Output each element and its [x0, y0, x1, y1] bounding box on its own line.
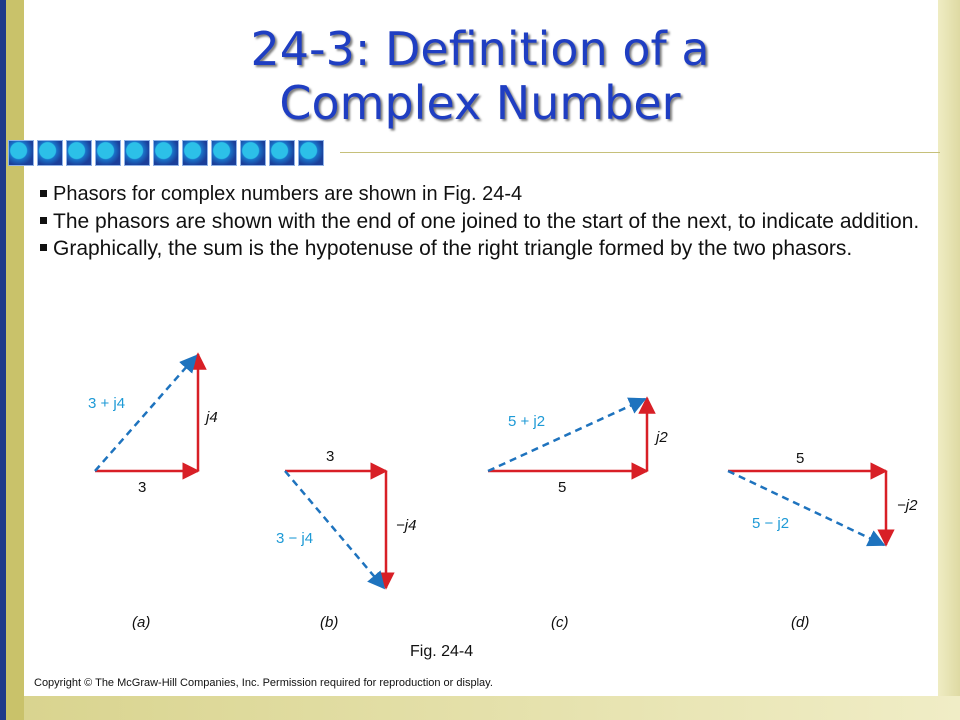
- phasor-panel-a: [88, 354, 218, 631]
- decorative-tile: [182, 140, 208, 166]
- phasor-panel-d: [728, 450, 918, 631]
- vertical-label: j2: [656, 429, 668, 446]
- decorative-tile: [95, 140, 121, 166]
- vertical-label: −j4: [396, 517, 417, 534]
- bullet-text: Phasors for complex numbers are shown in Fig. 24-4: [53, 183, 523, 205]
- bullet-item: [40, 208, 930, 235]
- panel-label: (c): [551, 614, 569, 631]
- panel-label: (a): [132, 614, 151, 631]
- bullet-text: Graphically, the sum is the hypotenuse of the right triangle formed by the two phasors.: [53, 237, 853, 260]
- phasor-panel-b: [276, 448, 416, 631]
- horizontal-label: 5: [558, 479, 567, 496]
- bullet-marker: [40, 244, 47, 251]
- phasor-figure: [0, 330, 960, 660]
- title-divider: [340, 152, 940, 153]
- figure-caption: Fig. 24-4: [410, 643, 474, 660]
- slide-title-line-2: Complex Number: [279, 76, 681, 130]
- decorative-tile: [66, 140, 92, 166]
- phasor-panel-c: [488, 398, 668, 631]
- panel-label: (d): [791, 614, 810, 631]
- bullet-text: The phasors are shown with the end of one joined to the start of the next, to indicate addition.: [53, 210, 920, 233]
- decorative-tile: [298, 140, 324, 166]
- sum-label: 5 + j2: [508, 413, 546, 430]
- decorative-tile: [153, 140, 179, 166]
- vertical-label: j4: [206, 409, 218, 426]
- decorative-tile-strip: [8, 140, 327, 166]
- bullet-item: [40, 181, 930, 208]
- bullet-list: [40, 181, 930, 262]
- sum-label: 5 − j2: [752, 515, 790, 532]
- decorative-tile: [211, 140, 237, 166]
- slide-title-line-1: 24-3: Definition of a: [250, 22, 710, 76]
- sum-phasor: [95, 356, 196, 471]
- decorative-tile: [240, 140, 266, 166]
- decorative-tile: [124, 140, 150, 166]
- copyright-notice: Copyright © The McGraw-Hill Companies, Inc. Permission required for reproduction or display.: [34, 677, 493, 689]
- panel-label: (b): [320, 614, 339, 631]
- bullet-marker: [40, 217, 47, 224]
- horizontal-label: 3: [138, 479, 147, 496]
- horizontal-label: 5: [796, 450, 805, 467]
- decorative-tile: [8, 140, 34, 166]
- decorative-tile: [269, 140, 295, 166]
- slide-bottom-border: [24, 696, 960, 720]
- bullet-marker: [40, 190, 47, 197]
- sum-phasor: [728, 471, 884, 545]
- sum-label: 3 + j4: [88, 395, 126, 412]
- sum-phasor: [488, 399, 645, 471]
- bullet-item: [40, 235, 930, 262]
- vertical-label: −j2: [897, 497, 918, 514]
- decorative-tile: [37, 140, 63, 166]
- slide-title: [0, 22, 960, 130]
- horizontal-label: 3: [326, 448, 335, 465]
- sum-label: 3 − j4: [276, 530, 314, 547]
